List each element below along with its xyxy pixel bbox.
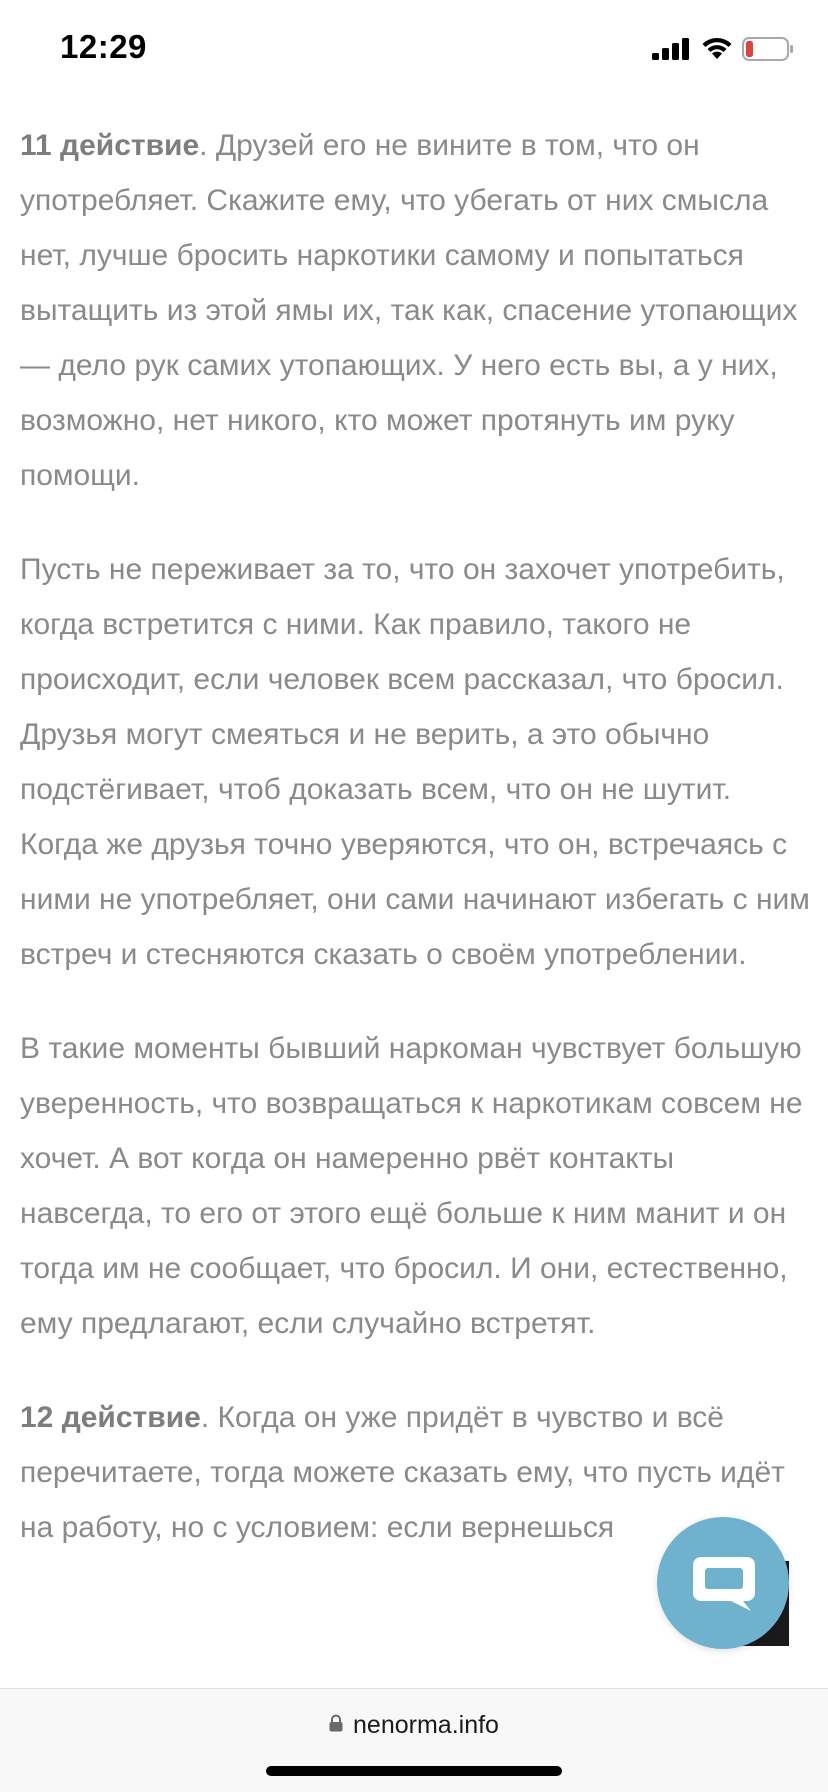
step-heading: 11 действие xyxy=(20,129,200,162)
signal-icon xyxy=(652,38,692,60)
step-heading: 12 действие xyxy=(20,1401,201,1434)
paragraph-text: В такие моменты бывший наркоман чувствует большую уверенность, что возвращаться к наркотикам совсем не хочет. А вот когда он намеренно рвёт контакты навсегда, то его от этого ещё больше к ним манит и он тогда им не сообщает, что бросил. И они, естественно, ему предлагают, если случайно встретят. xyxy=(20,1032,803,1340)
url-display[interactable] xyxy=(0,1711,828,1740)
article-body xyxy=(20,118,810,1594)
paragraph-text: . Друзей его не вините в том, что он употребляет. Скажите ему, что убегать от них смысла нет, лучше бросить наркотики самому и попытаться вытащить из этой ямы их, так как, спасение утопающих — дело рук самих утопающих. У него есть вы, а у них, возможно, нет никого, кто может протянуть им руку помощи. xyxy=(20,129,798,492)
battery-icon xyxy=(742,37,794,61)
status-bar xyxy=(0,0,828,100)
chat-button[interactable] xyxy=(657,1517,789,1649)
article-paragraph xyxy=(20,118,810,503)
wifi-icon xyxy=(700,35,734,61)
lock-icon xyxy=(329,1714,343,1732)
paragraph-text: Пусть не переживает за то, что он захочет употребить, когда встретится с ними. Как правило, такого не происходит, если человек всем рассказал, что бросил. Друзья могут смеяться и не верить, а это обычно подстёгивает, чтоб доказать всем, что он не шутит. Когда же друзья точно уверяются, что он, встречаясь с ними не употребляет, они сами начинают избегать с ним встреч и стесняются сказать о своём употреблении. xyxy=(20,553,810,971)
home-indicator[interactable] xyxy=(266,1766,562,1776)
article-paragraph xyxy=(20,1021,810,1351)
article-paragraph xyxy=(20,542,810,982)
paragraph-text: . Когда он уже придёт в чувство и всё перечитаете, тогда можете сказать ему, что пусть идёт на работу, но с условием: если вернешься xyxy=(20,1401,785,1544)
status-time: 12:29 xyxy=(60,28,147,65)
url-text: nenorma.info xyxy=(353,1711,499,1739)
browser-address-bar[interactable] xyxy=(0,1688,828,1792)
chat-bubble-icon xyxy=(691,1553,757,1613)
